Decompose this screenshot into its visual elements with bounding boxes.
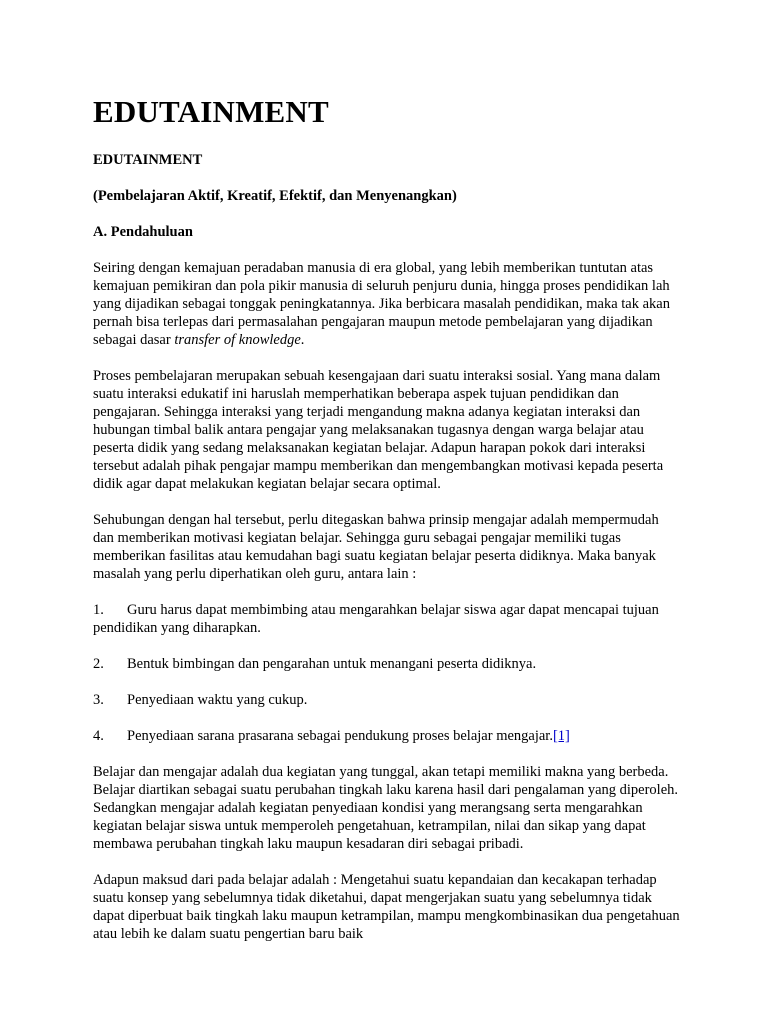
list-item-2 — [93, 655, 683, 673]
list-number: 1. — [93, 602, 104, 618]
list-item-1 — [93, 601, 683, 637]
list-number: 4. — [93, 728, 104, 744]
paragraph-5: Adapun maksud dari pada belajar adalah : Mengetahui suatu kepandaian dan kecakapan terhadap suatu konsep yang sebelumnya tidak diketahui, dapat mengerjakan suatu yang sebelumnya tidak dapat diperbuat baik tingkah laku maupun ketrampilan, mampu mengkombinasikan dua pengetahuan atau lebih ke dalam suatu pengertian baru baik — [93, 872, 680, 942]
list-number: 2. — [93, 656, 104, 672]
paragraph-2: Proses pembelajaran merupakan sebuah kesengajaan dari suatu interaksi sosial. Yang mana dalam suatu interaksi edukatif ini haruslah memperhatikan beberapa aspek tujuan pendidikan dan pengajaran. Sehingga interaksi yang terjadi mengandung makna adanya kegiatan interaksi dan hubungan timbal balik antara pengajar yang melaksanakan tugasnya dengan warga belajar atau peserta didik yang sedang melaksanakan kegiatan belajar. Adapun harapan pokok dari interaksi tersebut adalah pihak pengajar mampu memberikan dan mengembangkan motivasi kepada peserta didik agar dapat melakukan kegiatan belajar secara optimal. — [93, 368, 664, 492]
document-page — [93, 94, 683, 961]
document-title: EDUTAINMENT — [93, 94, 329, 129]
paragraph-1-text: Seiring dengan kemajuan peradaban manusia di era global, yang lebih memberikan tuntutan atas kemajuan pemikiran dan pola pikir manusia di seluruh penjuru dunia, hingga proses pendidikan lah yang dijadikan sebagai tonggak peningkatannya. Jika berbicara masalah pendidikan, maka tak akan pernah bisa terlepas dari permasalahan pengajaran maupun metode pembelajaran yang dijadikan sebagai dasar — [93, 260, 670, 348]
document-subtitle-parenthetical: (Pembelajaran Aktif, Kreatif, Efektif, dan Menyenangkan) — [93, 188, 457, 204]
paragraph-1 — [93, 259, 683, 349]
list-text: Penyediaan waktu yang cukup. — [127, 692, 308, 708]
paragraph-4: Belajar dan mengajar adalah dua kegiatan yang tunggal, akan tetapi memiliki makna yang berbeda. Belajar diartikan sebagai suatu perubahan tingkah laku karena hasil dari pengalaman yang diperoleh. Sedangkan mengajar adalah kegiatan penyediaan kondisi yang merangsang serta mengarahkan kegiatan belajar siswa untuk memperoleh pengetahuan, ketrampilan, nilai dan sikap yang dapat membawa perubahan tingkah laku maupun kesadaran diri sebagai pribadi. — [93, 764, 679, 852]
document-subtitle: EDUTAINMENT — [93, 152, 203, 168]
list-item-4 — [93, 727, 683, 745]
paragraph-3: Sehubungan dengan hal tersebut, perlu ditegaskan bahwa prinsip mengajar adalah mempermudah dan memberikan motivasi kegiatan belajar. Sehingga guru sebagai pengajar memiliki tugas memberikan fasilitas atau kemudahan bagi suatu kegiatan belajar peserta didiknya. Maka banyak masalah yang perlu diperhatikan oleh guru, antara lain : — [93, 512, 659, 582]
list-text: Guru harus dapat membimbing atau mengarahkan belajar siswa agar dapat mencapai tujuan pendidikan yang diharapkan. — [93, 602, 659, 636]
paragraph-1-end: . — [300, 332, 305, 348]
list-number: 3. — [93, 692, 104, 708]
list-text: Bentuk bimbingan dan pengarahan untuk menangani peserta didiknya. — [127, 656, 537, 672]
paragraph-1-italic: transfer of knowledge — [174, 332, 301, 348]
list-text: Penyediaan sarana prasarana sebagai pendukung proses belajar mengajar. — [127, 728, 553, 744]
footnote-reference-link[interactable]: [1] — [552, 728, 570, 744]
list-item-3 — [93, 691, 683, 709]
section-heading-pendahuluan: A. Pendahuluan — [93, 224, 193, 240]
